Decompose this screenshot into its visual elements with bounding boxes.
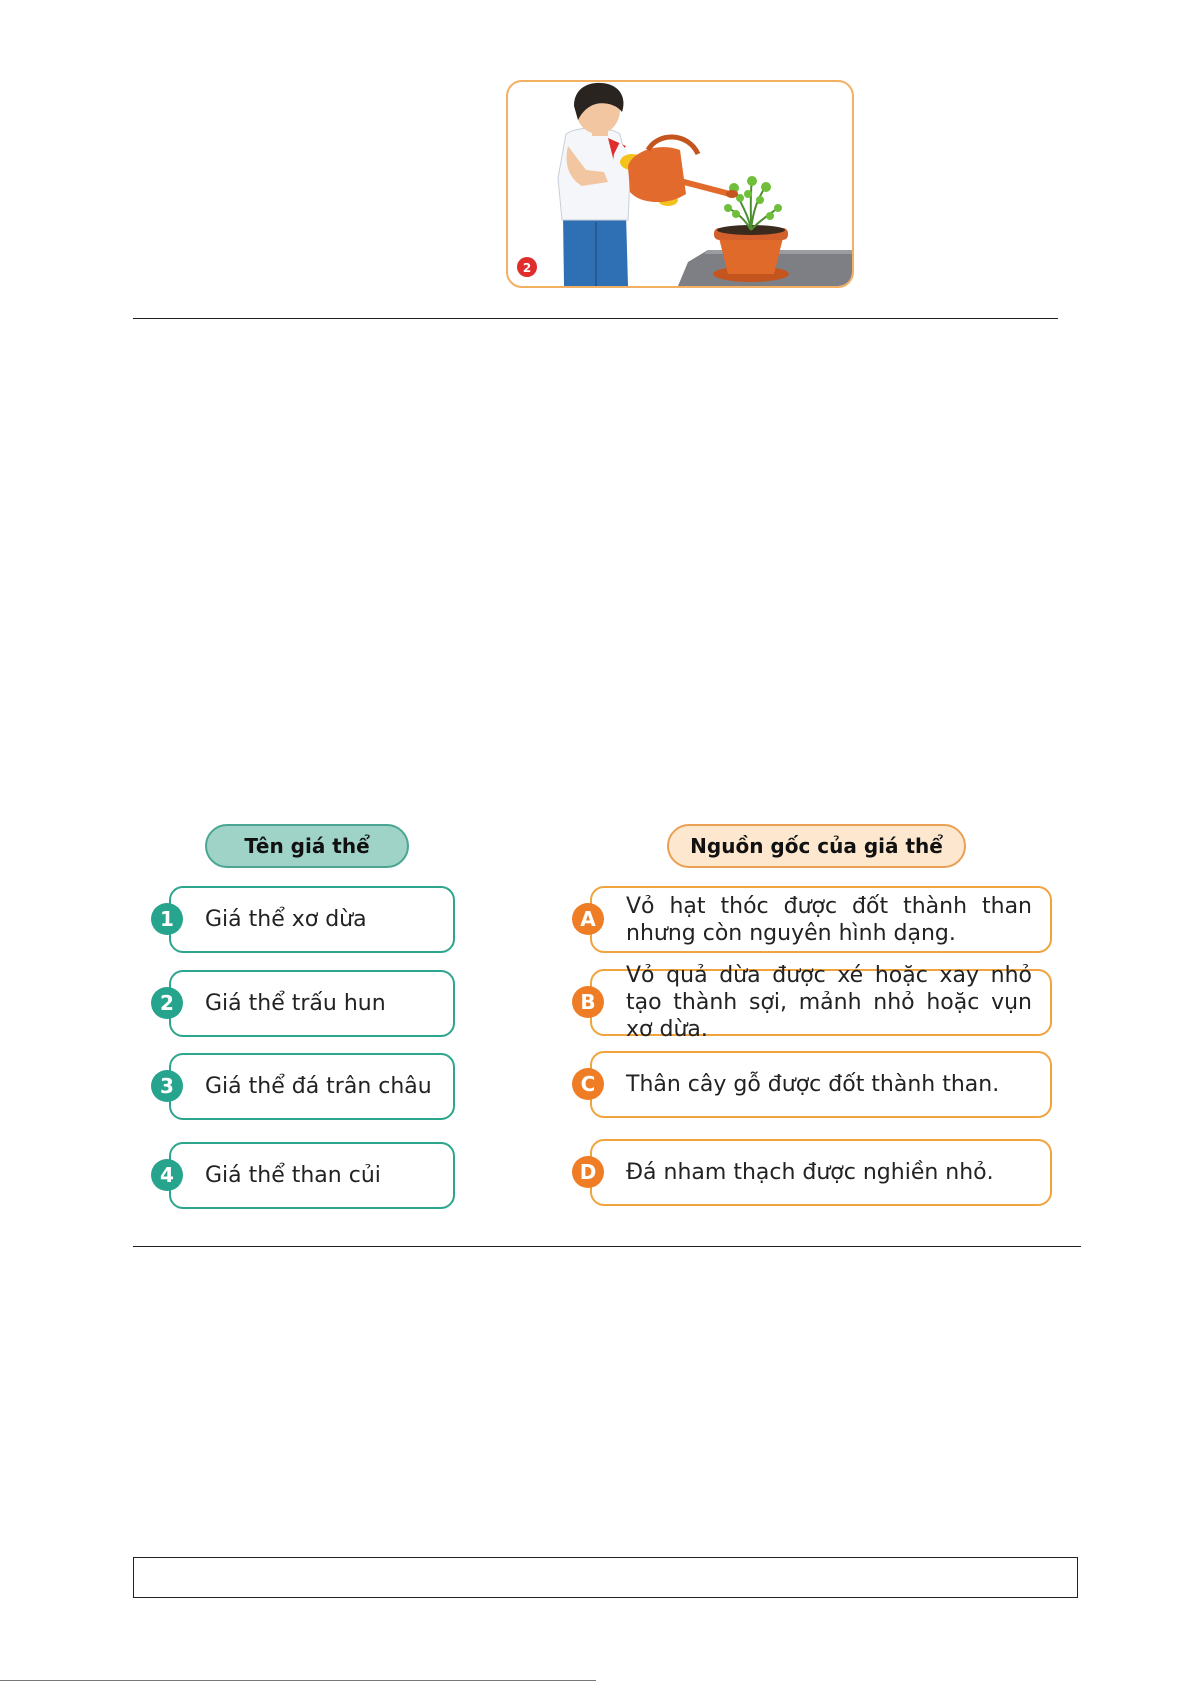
number-badge-3: 3	[151, 1070, 183, 1102]
letter-badge-b: B	[572, 986, 604, 1018]
letter-badge-c: C	[572, 1068, 604, 1100]
divider-top	[133, 318, 1058, 319]
left-item-label: Giá thể xơ dừa	[205, 907, 367, 932]
left-item-1[interactable]	[151, 886, 457, 953]
right-column-header: Nguồn gốc của giá thể	[667, 824, 966, 868]
right-item-text: Vỏ quả dừa được xé hoặc xay nhỏ tạo thành sợi, mảnh nhỏ hoặc vụn xơ dừa.	[626, 963, 1032, 1042]
right-item-c[interactable]	[572, 1051, 1054, 1118]
left-item-label: Giá thể than củi	[205, 1163, 381, 1188]
number-badge-1: 1	[151, 903, 183, 935]
left-item-2[interactable]	[151, 970, 457, 1037]
right-item-a[interactable]	[572, 886, 1054, 953]
divider-middle	[133, 1246, 1081, 1247]
number-badge-2: 2	[151, 987, 183, 1019]
left-item-4[interactable]	[151, 1142, 457, 1209]
right-item-text: Vỏ hạt thóc được đốt thành than nhưng còn nguyên hình dạng.	[626, 893, 1032, 946]
left-item-3[interactable]	[151, 1053, 457, 1120]
answer-box[interactable]	[133, 1557, 1078, 1598]
number-badge-4: 4	[151, 1159, 183, 1191]
right-item-b[interactable]	[572, 963, 1054, 1042]
left-item-label: Giá thể trấu hun	[205, 991, 386, 1016]
watering-illustration	[506, 80, 854, 288]
right-item-text: Đá nham thạch được nghiền nhỏ.	[626, 1160, 994, 1185]
figure-number: 2	[522, 261, 532, 275]
letter-badge-d: D	[572, 1156, 604, 1188]
left-column-header: Tên giá thể	[205, 824, 409, 868]
right-item-text: Thân cây gỗ được đốt thành than.	[626, 1072, 1000, 1097]
letter-badge-a: A	[572, 903, 604, 935]
right-item-d[interactable]	[572, 1139, 1054, 1206]
left-item-label: Giá thể đá trân châu	[205, 1074, 432, 1099]
footer-rule	[0, 1680, 596, 1681]
